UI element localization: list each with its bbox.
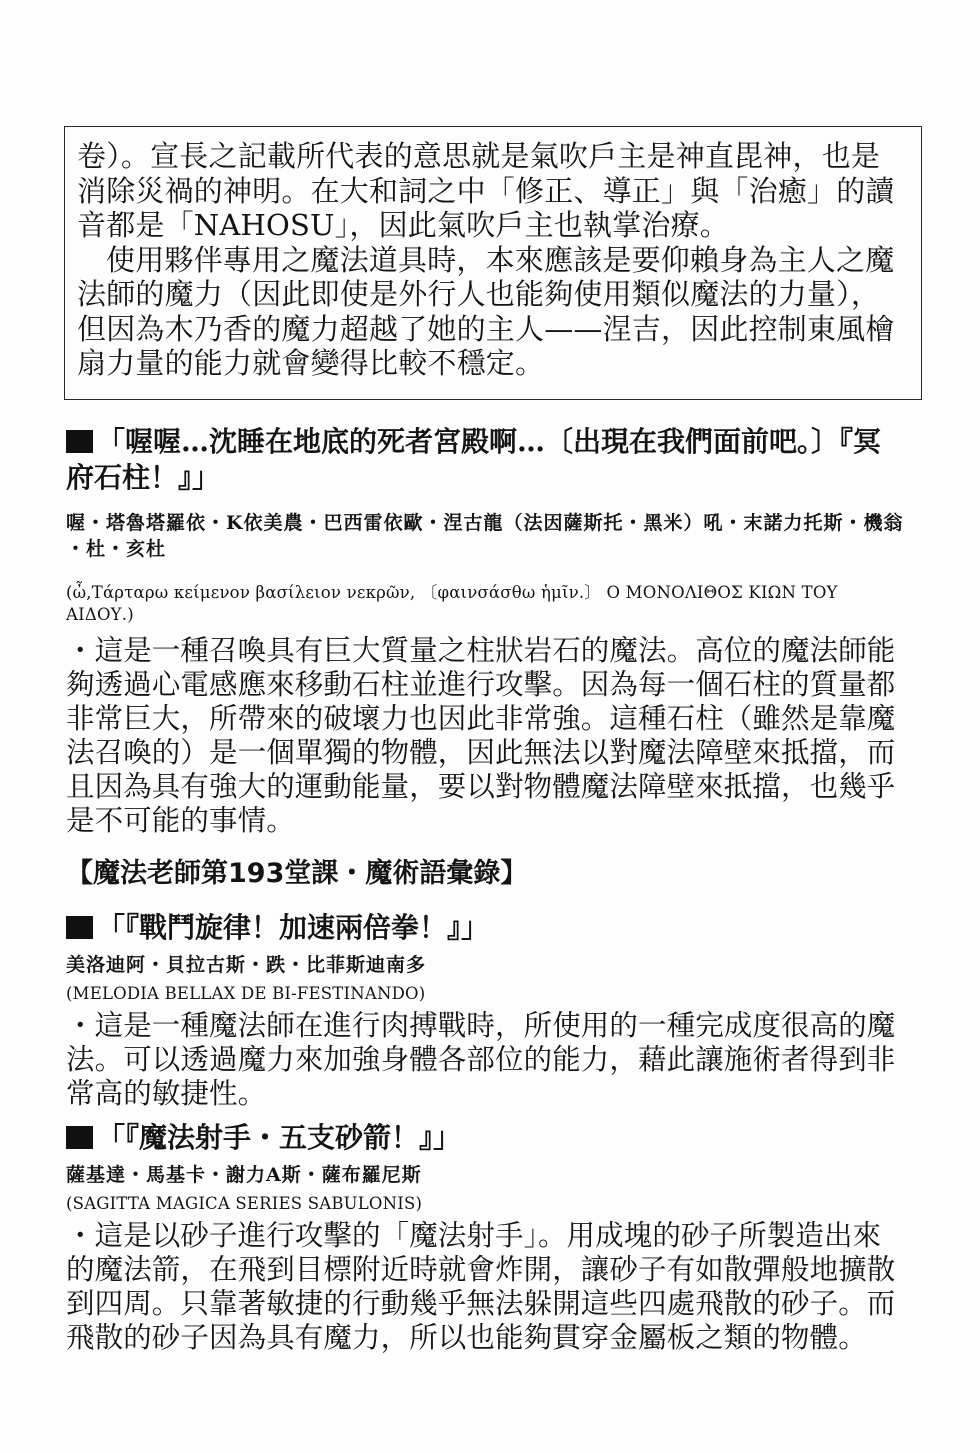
spell-entry-2 <box>66 910 908 1111</box>
black-square-icon <box>66 430 93 453</box>
spell-latin: (ὦ,Τάρταρω κείμενον βασίλειον νεκρῶν, 〔φαινσάσθω ἡμῖν.〕 Ο ΜΟΝΟΛΙΘΟΣ ΚΙΩΝ ΤΟΥ ΑΙΔΟΥ.) <box>66 583 838 624</box>
spell-reading: 薩基達・馬基卡・謝力A斯・薩布羅尼斯 <box>66 1164 422 1186</box>
spell-entry-3 <box>66 1120 908 1355</box>
spell-reading: 喔・塔魯塔羅依・K依美農・巴西雷依歐・涅古龍（法因薩斯托・黑米）吼・末諾力托斯・機翁・杜・亥杜 <box>66 512 904 560</box>
spell-title: 「『魔法射手・五支砂箭！』」 <box>66 1120 908 1156</box>
black-square-icon <box>66 916 93 939</box>
black-square-icon <box>66 1126 93 1149</box>
spell-title: 「『戰鬥旋律！加速兩倍拳！』」 <box>66 910 908 946</box>
spell-description: ・這是一種召喚具有巨大質量之柱狀岩石的魔法。高位的魔法師能夠透過心電感應來移動石柱並進行攻擊。因為每一個石柱的質量都非常巨大，所帶來的破壞力也因此非常強。這種石柱（雖然是靠魔法召喚的）是一個單獨的物體，因此無法以對魔法障壁來抵擋，而且因為具有強大的運動能量，要以對物體魔法障壁來抵擋，也幾乎是不可能的事情。 <box>66 634 896 837</box>
spell-latin: (MELODIA BELLAX DE BI-FESTINANDO) <box>66 984 426 1003</box>
spell-description: ・這是以砂子進行攻擊的「魔法射手」。用成塊的砂子所製造出來的魔法箭，在飛到目標附近時就會炸開，讓砂子有如散彈般地擴散到四周。只靠著敏捷的行動幾乎無法躲開這些四處飛散的砂子。而飛散的砂子因為具有魔力，所以也能夠貫穿金屬板之類的物體。 <box>66 1219 896 1354</box>
spell-reading: 美洛迪阿・貝拉古斯・跌・比菲斯迪南多 <box>66 954 427 976</box>
note-paragraph-1: 卷）。宣長之記載所代表的意思就是氣吹戶主是神直毘神，也是消除災禍的神明。在大和詞之中「修正、導正」與「治癒」的讀音都是「NAHOSU」，因此氣吹戶主也執掌治療。 <box>77 139 895 242</box>
spell-entry-1 <box>66 424 908 838</box>
note-paragraph-2: 使用夥伴專用之魔法道具時，本來應該是要仰賴身為主人之魔法師的魔力（因此即使是外行人也能夠使用類似魔法的力量），但因為木乃香的魔力超越了她的主人——涅吉，因此控制東風檜扇力量的能力就會變得比較不穩定。 <box>77 242 895 380</box>
spell-description: ・這是一種魔法師在進行肉搏戰時，所使用的一種完成度很高的魔法。可以透過魔力來加強身體各部位的能力，藉此讓施術者得到非常高的敏捷性。 <box>66 1009 896 1110</box>
spell-latin: (SAGITTA MAGICA SERIES SABULONIS) <box>66 1194 423 1213</box>
note-box <box>64 126 922 400</box>
spell-title: 「喔喔…沈睡在地底的死者宮殿啊…〔出現在我們面前吧。〕『冥府石柱！』」 <box>66 425 882 494</box>
section-title: 【魔法老師第193堂課・魔術語彙錄】 <box>66 858 528 889</box>
